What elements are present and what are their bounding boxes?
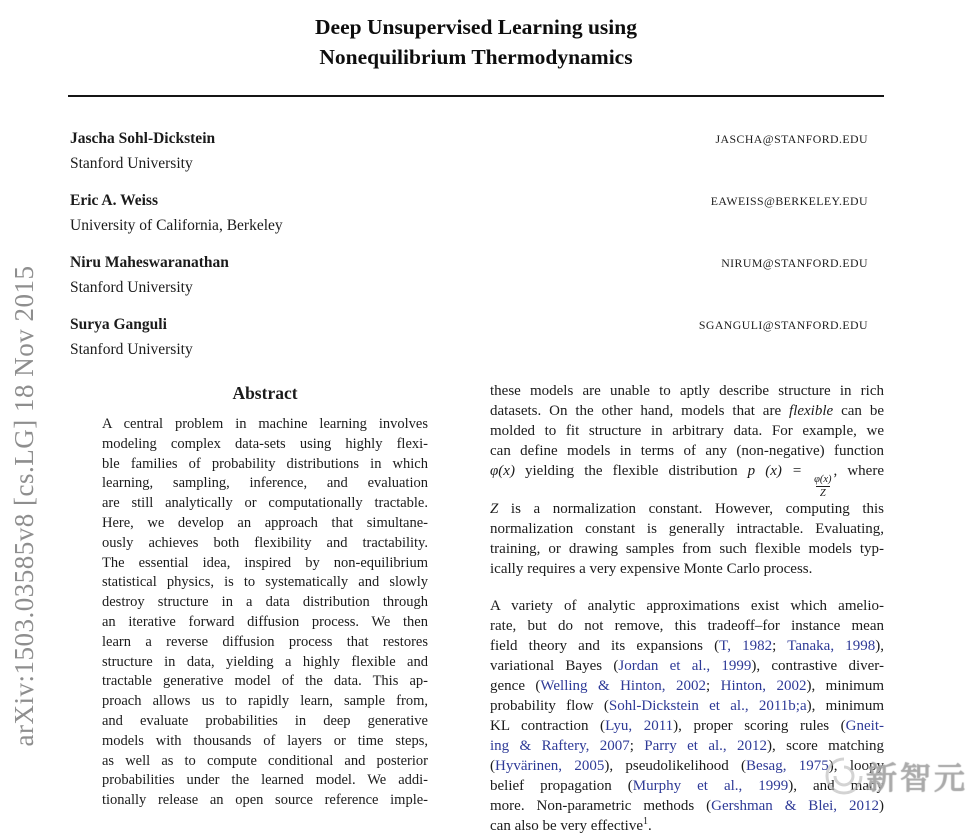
text-line [490, 401, 884, 421]
right-column [490, 381, 884, 836]
text-span: these models are unable to aptly describe structure in rich [490, 383, 884, 399]
text-span: can be [833, 403, 884, 419]
text-span: statistical physics, is to systematically and slowly [102, 574, 428, 591]
author-row [70, 313, 868, 337]
text-span: tionally release an open source reference imple- [102, 792, 428, 809]
text-line [490, 636, 884, 656]
text-line [490, 696, 884, 716]
text-span: φ(x) [490, 463, 515, 479]
text-span: ( [490, 758, 495, 775]
abstract-text [68, 415, 462, 811]
text-span: ), minimum [806, 678, 885, 695]
text-line [102, 692, 428, 712]
text-span: variational Bayes ( [490, 658, 619, 675]
citation-link[interactable]: Besag, 1975 [746, 758, 829, 775]
arxiv-stamp [5, 186, 43, 826]
author-entry [70, 313, 868, 361]
text-span: learn a reverse diffusion process that restores [102, 633, 428, 650]
text-span: ), loopy [828, 758, 884, 775]
text-line [490, 559, 884, 579]
author-name: Jascha Sohl-Dickstein [70, 130, 216, 147]
watermark-text: 新智元 [866, 761, 968, 797]
left-column [68, 381, 462, 836]
text-span: molded to fit structure in arbitrary data. For example, we [490, 423, 884, 439]
text-line [490, 736, 884, 756]
title-rule [68, 95, 884, 97]
text-line [490, 656, 884, 676]
text-line [490, 441, 884, 461]
text-span: ; [705, 678, 721, 695]
footnote-ref[interactable]: 1 [642, 816, 648, 828]
author-block [70, 127, 868, 375]
text-span: more. Non-parametric methods ( [490, 798, 712, 815]
text-span: an iterative forward diffusion process. We then [102, 613, 428, 630]
text-line [102, 712, 428, 732]
text-span: training, or drawing samples from such flexible models typ- [490, 541, 884, 558]
author-email-link[interactable]: SGANGULI@STANFORD.EDU [698, 318, 868, 332]
text-span: gence ( [490, 678, 541, 695]
text-span: ), contrastive diver- [751, 658, 884, 675]
inline-fraction: $\frac{\varphi(x)}{Z}$ [814, 474, 832, 500]
author-email-link[interactable]: EAWEISS@BERKELEY.EDU [710, 194, 868, 208]
text-span: are still analytically or computationally tractable. [102, 495, 428, 512]
text-span: ), proper scoring rules ( [673, 718, 846, 735]
text-line [490, 381, 884, 401]
text-span: field theory and its expansions ( [490, 638, 720, 655]
text-span: normalization constant is generally intractable. Evaluating, [490, 521, 884, 538]
text-span: models with thousands of layers or time steps, [102, 732, 428, 749]
text-line [102, 435, 428, 455]
body-paragraph-1 [490, 381, 884, 579]
text-span: probabilities under the learned model. We addi- [102, 772, 428, 789]
text-span: belief propagation ( [490, 778, 633, 795]
text-line [490, 539, 884, 559]
text-span: ; [629, 738, 645, 755]
text-span: ) [879, 798, 884, 815]
text-span: ), and many [788, 778, 885, 795]
text-line [102, 653, 428, 673]
text-span: proach allows us to rapidly learn, sample from, [102, 693, 428, 710]
text-span: flexible [789, 403, 834, 419]
author-affiliation: University of California, Berkeley [70, 217, 283, 234]
text-span: datasets. On the other hand, models that are [490, 403, 790, 419]
text-line [490, 816, 884, 836]
citation-link[interactable]: Gershman & Blei, 2012 [711, 798, 879, 815]
text-span: rate, but do not remove, this tradeoff–for instance mean [490, 618, 884, 635]
text-span: The essential idea, inspired by non-equilibrium [102, 554, 428, 571]
author-name: Eric A. Weiss [70, 192, 158, 209]
text-line [102, 593, 428, 613]
author-row [70, 251, 868, 275]
paper-title-line-1: Deep Unsupervised Learning using [315, 15, 637, 39]
citation-link[interactable]: Tanaka, 1998 [787, 638, 876, 655]
author-affiliation: Stanford University [70, 279, 193, 296]
text-line [490, 519, 884, 539]
text-span: learning, sampling, inference, and evaluation [102, 475, 428, 492]
author-name: Surya Ganguli [70, 316, 167, 333]
paper-title [68, 12, 884, 72]
text-span: can also be very effective [490, 818, 643, 835]
text-line [490, 499, 884, 519]
citation-link[interactable]: Jordan et al., 1999 [618, 658, 752, 675]
text-span: KL contraction ( [490, 718, 606, 735]
text-line [102, 514, 428, 534]
author-name: Niru Maheswaranathan [70, 254, 229, 271]
citation-link[interactable]: Lyu, 2011 [605, 718, 674, 735]
text-line [490, 616, 884, 636]
text-line [102, 732, 428, 752]
text-span: probability flow ( [490, 698, 609, 715]
citation-link[interactable]: T, 1982 [719, 638, 773, 655]
text-line [490, 716, 884, 736]
text-line [102, 455, 428, 475]
text-span: Here, we develop an approach that simultane- [102, 514, 428, 531]
text-line [490, 776, 884, 796]
text-span: can define models in terms of any (non-negative) function [490, 443, 884, 459]
text-span: ), [875, 638, 884, 655]
text-line [102, 554, 428, 574]
text-span: ), minimum [806, 698, 884, 715]
text-span: Z [490, 501, 499, 518]
text-span: as well as to compute conditional and posterior [102, 752, 428, 769]
author-affiliation: Stanford University [70, 155, 193, 172]
text-line [490, 421, 884, 441]
abstract-heading: Abstract [232, 383, 298, 403]
two-column-body [68, 381, 884, 836]
text-line [102, 474, 428, 494]
citation-link[interactable]: Hinton, 2002 [720, 678, 807, 695]
text-span: ), pseudolikelihood ( [604, 758, 747, 775]
text-span: A central problem in machine learning involves [102, 416, 428, 432]
text-line [102, 771, 428, 791]
text-span: modeling complex data-sets using highly flexi- [102, 435, 428, 452]
text-line [102, 534, 428, 554]
text-line [102, 633, 428, 653]
text-span: . [647, 818, 652, 835]
citation-link[interactable]: Hyvärinen, 2005 [495, 758, 605, 775]
text-span: yielding the flexible distribution [514, 463, 748, 479]
author-entry [70, 127, 868, 175]
author-row [70, 127, 868, 151]
arxiv-stamp-label: arXiv:1503.03585v8 [cs.LG] 18 Nov 2015 [9, 265, 39, 747]
text-line [102, 672, 428, 692]
text-line [102, 494, 428, 514]
text-span: ), score matching [767, 738, 884, 755]
citation-link[interactable]: Murphy et al., 1999 [632, 778, 789, 795]
text-span: structure in data, yielding a highly flexible and [102, 653, 428, 670]
citation-link[interactable]: Gneit- [845, 718, 884, 735]
author-row [70, 189, 868, 213]
author-affiliation: Stanford University [70, 341, 193, 358]
text-line [490, 596, 884, 616]
text-span: A variety of analytic approximations exist which amelio- [490, 598, 884, 615]
text-line [102, 573, 428, 593]
text-line [102, 613, 428, 633]
text-line [102, 415, 428, 435]
text-span: ically requires a very expensive Monte Carlo process. [490, 561, 813, 578]
author-email-link[interactable]: JASCHA@STANFORD.EDU [715, 132, 868, 146]
body-paragraph-2 [490, 596, 884, 836]
citation-link[interactable]: ing & Raftery, 2007 [490, 738, 630, 755]
text-span: ously achieves both flexibility and tractability. [102, 534, 428, 551]
text-line [102, 791, 428, 811]
author-entry [70, 189, 868, 237]
citation-link[interactable]: Welling & Hinton, 2002 [540, 678, 706, 695]
text-span: and evaluate probabilities in deep generative [102, 712, 428, 729]
citation-link[interactable]: Sohl-Dickstein et al., 2011b;a [608, 698, 807, 715]
citation-link[interactable]: Parry et al., 2012 [644, 738, 768, 755]
author-entry [70, 251, 868, 299]
text-line [102, 752, 428, 772]
text-span: is a normalization constant. However, computing this [498, 501, 884, 518]
paper-title-line-2: Nonequilibrium Thermodynamics [319, 45, 633, 69]
text-span: tractable generative model of the data. This ap- [102, 673, 428, 690]
text-span: destroy structure in a data distribution through [102, 594, 428, 611]
text-span: p (x) = [747, 463, 813, 479]
author-email-link[interactable]: NIRUM@STANFORD.EDU [721, 256, 868, 270]
text-line [490, 756, 884, 776]
text-span: , where [833, 463, 884, 479]
text-line [490, 796, 884, 816]
text-span: ; [772, 638, 788, 655]
text-span: ble families of probability distributions in which [102, 455, 428, 472]
paper-header [68, 12, 884, 72]
text-line [490, 461, 884, 499]
text-line [490, 676, 884, 696]
